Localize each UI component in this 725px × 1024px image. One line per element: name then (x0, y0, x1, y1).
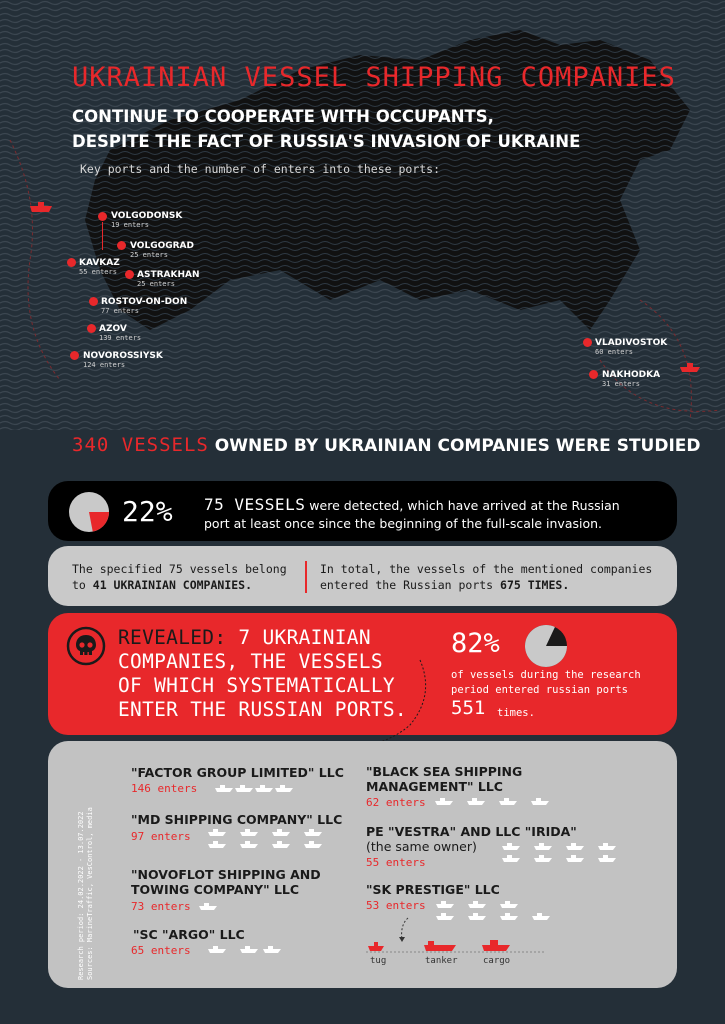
port-enters: 25 enters (137, 280, 175, 288)
ship-icon-row (208, 946, 281, 953)
grey-left-line1: The specified 75 vessels belong (72, 562, 287, 576)
key-ports-caption: Key ports and the number of enters into these ports: (80, 162, 441, 176)
company-name: "SK PRESTIGE" LLC (366, 882, 500, 897)
ship-icon-row (436, 901, 550, 920)
stat-82-line2: period entered russian ports (451, 684, 629, 696)
port-enters: 31 enters (602, 380, 640, 388)
port-name: NAKHODKA (602, 370, 661, 380)
ship-icon-row (208, 829, 322, 848)
company-enters: 97 enters (131, 830, 191, 843)
stat-551-times: times. (497, 707, 535, 719)
company-name: "FACTOR GROUP LIMITED" LLC (131, 765, 344, 780)
research-period: Research period: 24.02.2022 - 13.07.2022 (77, 811, 85, 980)
revealed-line4: ENTER THE RUSSIAN PORTS. (118, 698, 407, 721)
company-enters: 53 enters (366, 899, 426, 912)
ship-icon-row (502, 843, 616, 862)
grey-right-pre: entered the Russian ports (320, 578, 501, 592)
port-enters: 25 enters (130, 251, 168, 259)
legend-tanker: tanker (425, 956, 458, 966)
port-name: NOVOROSSIYSK (83, 351, 163, 361)
subtitle-line-1: CONTINUE TO COOPERATE WITH OCCUPANTS, (72, 107, 494, 126)
headline-rest: OWNED BY UKRAINIAN COMPANIES WERE STUDIED (208, 436, 701, 456)
company-enters: 73 enters (131, 900, 191, 913)
port-name: KAVKAZ (79, 258, 120, 268)
port-enters: 77 enters (101, 307, 139, 315)
cargo-icon (482, 940, 510, 951)
port-name: VLADIVOSTOK (595, 338, 668, 348)
stat-22-bold: 75 VESSELS (204, 495, 306, 514)
port-enters: 19 enters (111, 221, 149, 229)
port-name: ROSTOV-ON-DON (101, 297, 188, 307)
company-enters: 65 enters (131, 944, 191, 957)
tug-icon (368, 942, 384, 951)
grey-left-bold: 41 UKRAINIAN COMPANIES. (92, 578, 253, 592)
revealed-line2: COMPANIES, THE VESSELS (118, 650, 383, 673)
stat-551-count: 551 (451, 697, 486, 719)
company-enters: 55 enters (366, 856, 426, 869)
ship-icon-row (215, 785, 293, 792)
company-name-2: MANAGEMENT" LLC (366, 779, 503, 794)
subtitle-line-2: DESPITE THE FACT OF RUSSIA'S INVASION OF UKRAINE (72, 132, 581, 151)
revealed-line3: OF WHICH SYSTEMATICALLY (118, 674, 395, 697)
legend-cargo: cargo (483, 956, 511, 966)
company-name: "MD SHIPPING COMPANY" LLC (131, 812, 343, 827)
legend-tug: tug (370, 956, 387, 966)
company-name: "NOVOFLOT SHIPPING AND (131, 867, 321, 882)
ship-icon-row (199, 903, 217, 910)
port-name: VOLGODONSK (111, 211, 183, 221)
company-name: PE "VESTRA" AND LLC "IRIDA" (366, 824, 577, 839)
grey-left-pre: to (72, 578, 93, 592)
company-name: "BLACK SEA SHIPPING (366, 764, 523, 779)
sources: Sources: MarineTraffic, VesControl, media (86, 807, 94, 980)
grey-right-bold: 675 TIMES. (500, 578, 570, 592)
port-enters: 60 enters (595, 348, 633, 356)
stat-22-line2: port at least once since the beginning of the full-scale invasion. (204, 516, 603, 531)
grey-right-line1: In total, the vessels of the mentioned companies (320, 562, 653, 576)
tanker-icon (424, 941, 456, 951)
page-title: UKRAINIAN VESSEL SHIPPING COMPANIES (72, 62, 676, 93)
company-name: "SC "ARGO" LLC (133, 927, 245, 942)
port-enters: 139 enters (99, 334, 142, 342)
company-enters: 146 enters (131, 782, 198, 795)
revealed-label: REVEALED: (118, 626, 227, 649)
company-name-2: TOWING COMPANY" LLC (131, 882, 300, 897)
revealed-line1: 7 UKRAINIAN (226, 626, 371, 649)
company-name-2: (the same owner) (366, 839, 477, 854)
stat-22-percent: 22% (122, 495, 173, 528)
stat-22-line1: were detected, which have arrived at the Russian (305, 498, 620, 513)
port-enters: 55 enters (79, 268, 117, 276)
port-name: AZOV (99, 324, 127, 334)
port-name: ASTRAKHAN (137, 270, 200, 280)
ship-icon-row (435, 798, 549, 805)
stat-82-line1: of vessels during the research (451, 669, 641, 681)
stat-82-percent: 82% (451, 628, 500, 659)
port-name: VOLGOGRAD (130, 241, 194, 251)
vessels-count: 340 VESSELS (72, 434, 209, 456)
company-enters: 62 enters (366, 796, 426, 809)
port-enters: 124 enters (83, 361, 126, 369)
